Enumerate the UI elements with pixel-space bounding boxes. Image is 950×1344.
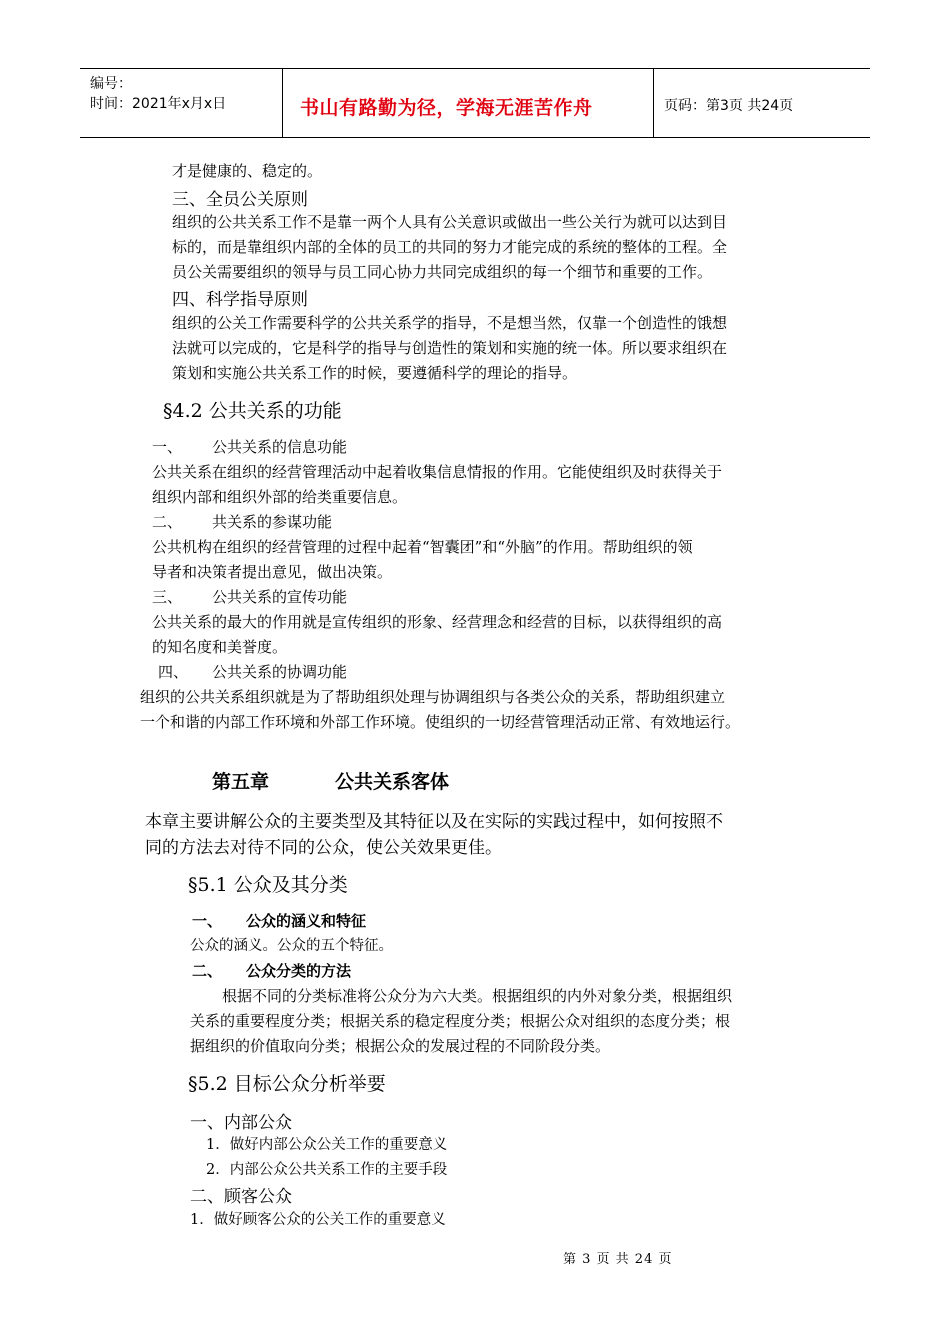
- paragraph-line: 员公关需要组织的领导与员工同心协力共同完成组织的每一个细节和重要的工作。: [172, 263, 713, 281]
- subsection-heading: 公共关系的宣传功能: [212, 588, 348, 606]
- list-item: 1．做好内部公众公关工作的重要意义: [206, 1137, 448, 1153]
- paragraph-line: 法就可以完成的，它是科学的指导与创造性的策划和实施的统一体。所以要求组织在: [172, 339, 728, 357]
- list-item: 2．内部公众公共关系工作的主要手段: [206, 1162, 448, 1178]
- paragraph-line: 公共关系的最大的作用就是宣传组织的形象、经营理念和经营的目标，以获得组织的高: [152, 613, 723, 631]
- paragraph-line: 公共关系在组织的经营管理活动中起着收集信息情报的作用。它能使组织及时获得关于: [152, 463, 723, 481]
- subsection-heading: 二、顾客公众: [190, 1187, 292, 1207]
- paragraph-line: 导者和决策者提出意见，做出决策。: [152, 563, 393, 581]
- subsection-number: 一、: [192, 912, 223, 930]
- paragraph-line: 的知名度和美誉度。: [152, 638, 288, 656]
- paragraph-line: 关系的重要程度分类；根据关系的稳定程度分类；根据公众对组织的态度分类；根: [190, 1012, 731, 1030]
- subsection-number: 一、: [152, 438, 183, 456]
- section-heading: 四、科学指导原则: [172, 290, 308, 310]
- paragraph-line: 策划和实施公共关系工作的时候，要遵循科学的理论的指导。: [172, 364, 578, 382]
- subsection-heading: 公共关系的协调功能: [212, 663, 348, 681]
- paragraph-line: 据组织的价值取向分类；根据公众的发展过程的不同阶段分类。: [190, 1037, 611, 1055]
- section-title: §4.2 公共关系的功能: [163, 400, 342, 422]
- paragraph-line: 组织的公关工作需要科学的公共关系学的指导，不是想当然，仅靠一个创造性的饿想: [172, 314, 728, 332]
- paragraph-line: 同的方法去对待不同的公众，使公关效果更佳。: [145, 838, 502, 858]
- paragraph-line: 标的，而是靠组织内部的全体的员工的共同的努力才能完成的系统的整体的工程。全: [172, 238, 728, 256]
- paragraph-line: 公众的涵义。公众的五个特征。: [190, 938, 393, 954]
- section-title: §5.1 公众及其分类: [188, 874, 348, 896]
- header-motto: 书山有路勤为径，学海无涯苦作舟: [300, 97, 593, 119]
- chapter-number: 第五章: [212, 771, 270, 793]
- subsection-heading: 公众分类的方法: [246, 962, 352, 980]
- subsection-number: 二、: [152, 513, 183, 531]
- paragraph-line: 本章主要讲解公众的主要类型及其特征以及在实际的实践过程中，如何按照不: [145, 812, 723, 832]
- subsection-heading: 公众的涵义和特征: [246, 912, 367, 930]
- paragraph-line: 根据不同的分类标准将公众分为六大类。根据组织的内外对象分类，根据组织: [222, 987, 733, 1005]
- section-heading: 三、全员公关原则: [172, 190, 308, 210]
- paragraph-line: 公共机构在组织的经营管理的过程中起着“智囊团”和“外脑”的作用。帮助组织的领: [152, 538, 693, 556]
- subsection-heading: 一、内部公众: [190, 1113, 292, 1133]
- header-divider: [282, 69, 283, 137]
- paragraph-line: 组织的公共关系工作不是靠一两个人具有公关意识或做出一些公关行为就可以达到目: [172, 213, 728, 231]
- page-footer: 第 3 页 共 24 页: [563, 1252, 673, 1267]
- paragraph-line: 才是健康的、稳定的。: [172, 162, 323, 180]
- paragraph-line: 组织内部和组织外部的给类重要信息。: [152, 488, 408, 506]
- paragraph-line: 一个和谐的内部工作环境和外部工作环境。使组织的一切经营管理活动正常、有效地运行。: [140, 713, 741, 731]
- code-label: 编号：: [90, 76, 132, 92]
- page-header: [80, 68, 870, 138]
- subsection-number: 二、: [192, 962, 223, 980]
- paragraph-line: 组织的公共关系组织就是为了帮助组织处理与协调组织与各类公众的关系，帮助组织建立: [140, 688, 726, 706]
- section-title: §5.2 目标公众分析举要: [188, 1073, 386, 1095]
- list-item: 1．做好顾客公众的公关工作的重要意义: [190, 1212, 446, 1228]
- subsection-number: 三、: [152, 588, 183, 606]
- header-page-info: 页码：第3页 共24页: [664, 98, 794, 114]
- subsection-number: 四、: [158, 663, 189, 681]
- subsection-heading: 公共关系的信息功能: [212, 438, 348, 456]
- time-label: 时间：2021年x月x日: [90, 96, 227, 112]
- chapter-title: 公共关系客体: [335, 771, 450, 793]
- header-divider: [653, 69, 654, 137]
- subsection-heading: 共关系的参谋功能: [212, 513, 333, 531]
